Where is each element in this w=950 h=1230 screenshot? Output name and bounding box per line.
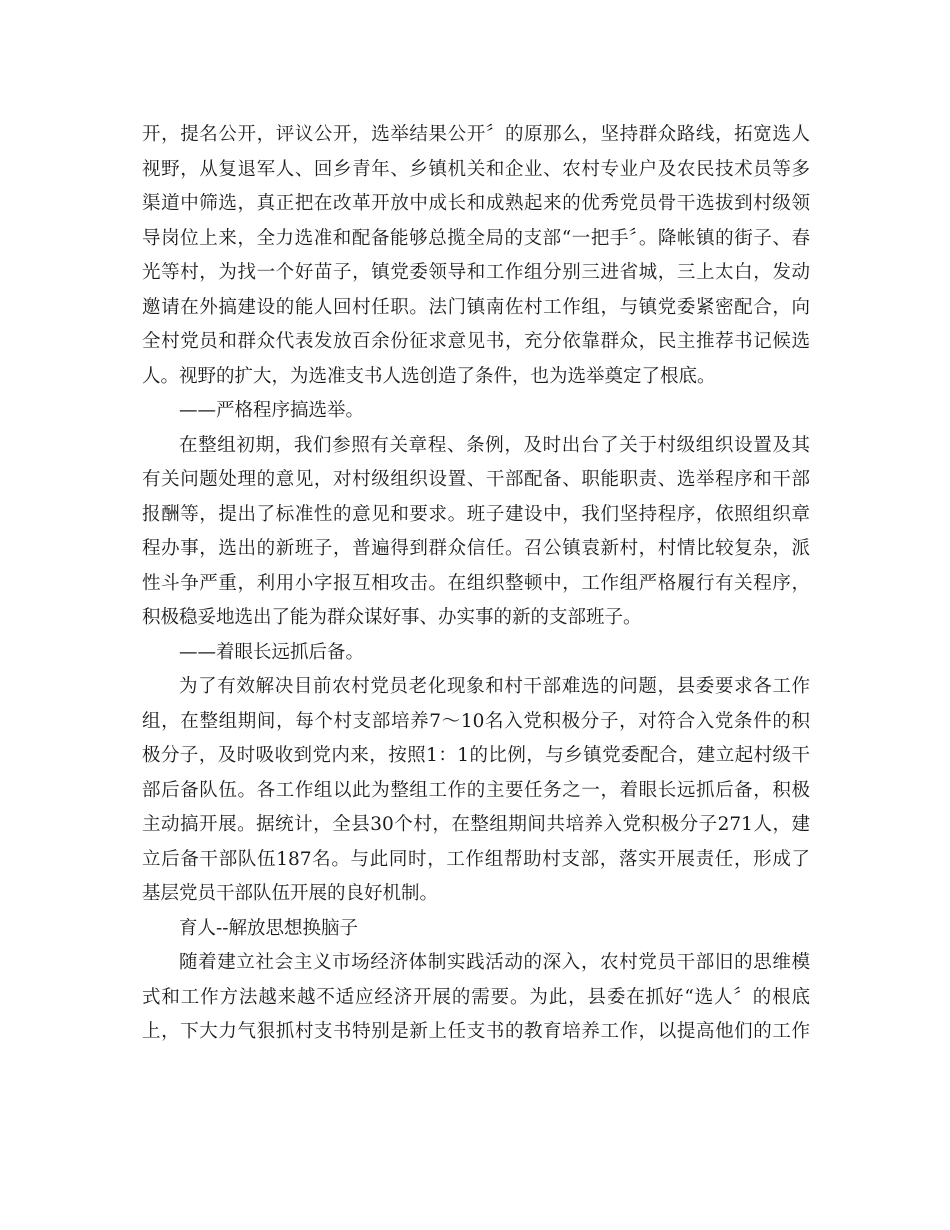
paragraph-line: 开，提名公开，评议公开，选举结果公开〞的原那么，坚持群众路线，拓宽选人 xyxy=(142,124,810,145)
paragraph-line: 组，在整组期间，每个村支部培养7～10名入党积极分子，对符合入党条件的积 xyxy=(142,710,810,732)
section-heading: ——着眼长远抓后备。 xyxy=(179,641,365,663)
paragraph-line: 导岗位上来，全力选准和配备能够总揽全局的支部“一把手〞。降帐镇的街子、春 xyxy=(142,227,810,249)
paragraph-line: 式和工作方法越来越不适应经济开展的需要。为此，县委在抓好“选人〞的根底 xyxy=(142,986,810,1008)
paragraph-line: 上，下大力气狠抓村支书特别是新上任支书的教育培养工作，以提高他们的工作 xyxy=(142,1021,810,1042)
paragraph-line: 基层党员干部队伍开展的良好机制。 xyxy=(142,883,439,904)
paragraph-line: 极分子，及时吸收到党内来，按照1：1的比例，与乡镇党委配合，建立起村级干 xyxy=(142,745,810,766)
paragraph-line: 性斗争严重，利用小字报互相攻击。在组织整顿中，工作组严格履行有关程序， xyxy=(142,572,810,594)
document-body xyxy=(142,118,810,1050)
paragraph-line: 渠道中筛选，真正把在改革开放中成长和成熟起来的优秀党员骨干选拔到村级领 xyxy=(142,193,810,214)
paragraph-line: 积极稳妥地选出了能为群众谋好事、办实事的新的支部班子。 xyxy=(142,607,642,628)
paragraph-line: 报酬等，提出了标准性的意见和要求。班子建设中，我们坚持程序，依照组织章 xyxy=(142,503,810,525)
paragraph-line: 全村党员和群众代表发放百余份征求意见书，充分依靠群众，民主推荐书记候选 xyxy=(142,331,810,352)
paragraph-line: 立后备干部队伍187名。与此同时，工作组帮助村支部，落实开展责任，形成了 xyxy=(142,848,810,870)
paragraph-line: 为了有效解决目前农村党员老化现象和村干部难选的问题，县委要求各工作 xyxy=(179,676,810,697)
paragraph-line: 光等村，为找一个好苗子，镇党委领导和工作组分别三进省城，三上太白，发动 xyxy=(142,262,810,283)
paragraph-line: 人。视野的扩大，为选准支书人选创造了条件，也为选举奠定了根底。 xyxy=(142,365,716,387)
paragraph-line: 视野，从复退军人、回乡青年、乡镇机关和企业、农村专业户及农民技术员等多 xyxy=(142,158,810,180)
paragraph-line: 程办事，选出的新班子，普遍得到群众信任。召公镇袁新村，村情比较复杂，派 xyxy=(142,538,810,559)
paragraph-line: 主动搞开展。据统计，全县30个村，在整组期间共培养入党积极分子271人，建 xyxy=(142,814,810,835)
paragraph-line: 部后备队伍。各工作组以此为整组工作的主要任务之一，着眼长远抓后备，积极 xyxy=(142,779,810,801)
section-heading: 育人--解放思想换脑子 xyxy=(179,917,359,939)
paragraph-line: 随着建立社会主义市场经济体制实践活动的深入，农村党员干部旧的思维模 xyxy=(179,952,810,973)
paragraph-line: 有关问题处理的意见，对村级组织设置、干部配备、职能职责、选举程序和干部 xyxy=(142,469,810,490)
section-heading: ——严格程序搞选举。 xyxy=(179,400,365,421)
paragraph-line: 在整组初期，我们参照有关章程、条例，及时出台了关于村级组织设置及其 xyxy=(179,434,810,456)
paragraph-line: 邀请在外搞建设的能人回村任职。法门镇南佐村工作组，与镇党委紧密配合，向 xyxy=(142,296,810,318)
